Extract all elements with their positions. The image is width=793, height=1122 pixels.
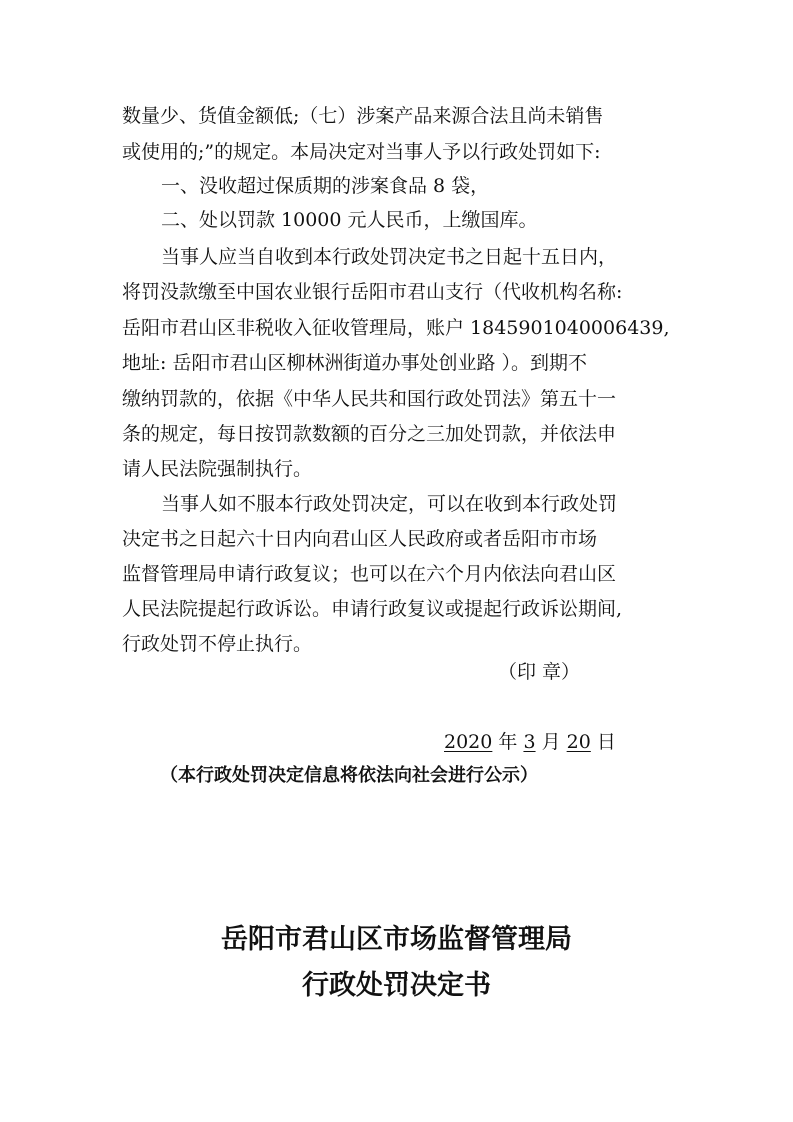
date-month-unit: 月 <box>535 731 567 753</box>
paragraph-line: 数量少、货值金额低;（七）涉案产品来源合法且尚未销售 <box>122 105 604 127</box>
page-title-line1: 岳阳市君山区市场监督管理局 <box>221 924 572 955</box>
date-year-unit: 年 <box>492 731 524 753</box>
paragraph-line: 当事人如不服本行政处罚决定，可以在收到本行政处罚 <box>161 493 618 515</box>
date-year: 2020 <box>444 731 493 753</box>
paragraph-line: 岳阳市君山区非税收入征收管理局，账户 1845901040006439, <box>122 317 670 339</box>
paragraph-line: 决定书之日起六十日内向君山区人民政府或者岳阳市市场 <box>122 528 598 550</box>
paragraph-line: 当事人应当自收到本行政处罚决定书之日起十五日内， <box>161 246 618 268</box>
paragraph-line: 将罚没款缴至中国农业银行岳阳市君山支行（代收机构名称: <box>122 281 623 303</box>
paragraph-line: 二、处以罚款 10000 元人民币，上缴国库。 <box>161 209 538 231</box>
publicity-notice: （本行政处罚决定信息将依法向社会进行公示） <box>160 765 538 786</box>
paragraph-line: 请人民法院强制执行。 <box>122 458 313 480</box>
paragraph-line: 地址: 岳阳市君山区柳林洲街道办事处创业路 ）。到期不 <box>122 352 587 374</box>
date-day-unit: 日 <box>590 731 616 753</box>
page-title-line2: 行政处罚决定书 <box>302 970 491 1001</box>
date-month: 3 <box>523 731 536 753</box>
paragraph-line: 一、没收超过保质期的涉案食品 8 袋， <box>161 175 490 197</box>
paragraph-line: 行政处罚不停止执行。 <box>122 633 313 655</box>
paragraph-line: 人民法院提起行政诉讼。申请行政复议或提起行政诉讼期间, <box>122 598 623 620</box>
paragraph-line: 缴纳罚款的，依据《中华人民共和国行政处罚法》第五十一 <box>122 388 617 410</box>
date-day: 20 <box>566 731 591 753</box>
paragraph-line: 条的规定，每日按罚款数额的百分之三加处罚款，并依法申 <box>122 423 617 445</box>
paragraph-line: 或使用的;”的规定。本局决定对当事人予以行政处罚如下: <box>122 141 601 163</box>
paragraph-line: 监督管理局申请行政复议；也可以在六个月内依法向君山区 <box>122 563 617 585</box>
issue-date <box>444 728 616 756</box>
seal-placeholder: （印 章） <box>498 661 581 683</box>
